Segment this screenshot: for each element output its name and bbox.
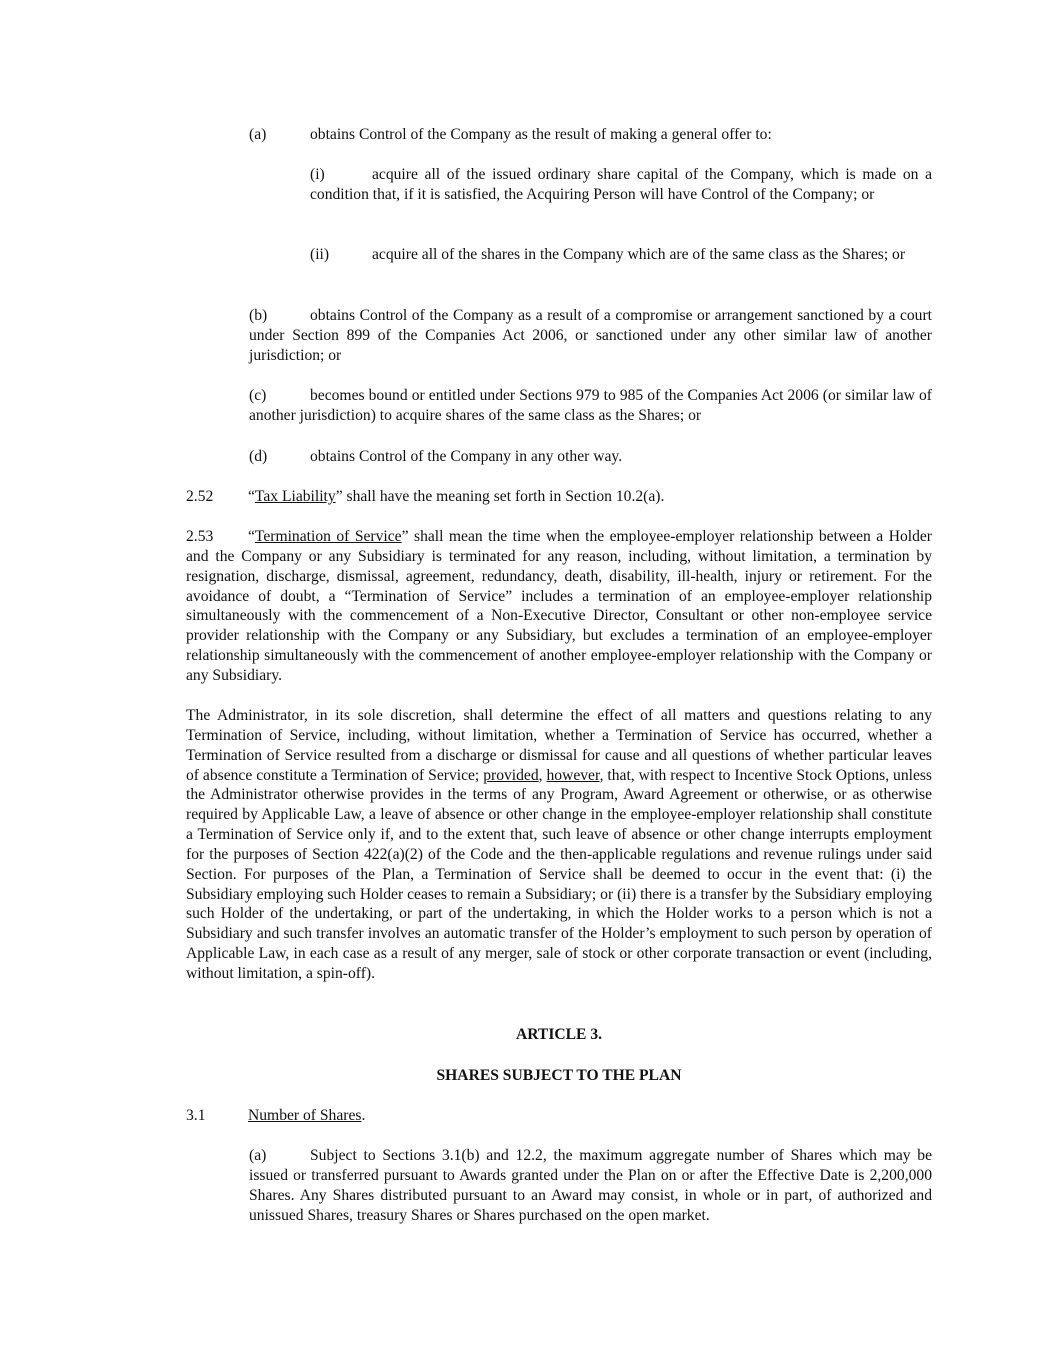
defined-term: Termination of Service bbox=[254, 528, 402, 545]
section-2-53 bbox=[186, 527, 932, 686]
clause-a bbox=[249, 125, 932, 145]
quote-mark: “ bbox=[248, 528, 255, 545]
definition-text: ” shall mean the time when the employee-employer relationship between a Holder and the Company or any Subsidiary is terminated for any reason, including, without limitation, a termination by resignation, discharge, dismissal, agreement, redundancy, death, disability, ill-health, injury or retirement. For the avoidance of doubt, a “Termination of Service” includes a termination of an employee-employer relationship simultaneously with the commencement of a Non-Executive Director, Consultant or other non-employee service provider relationship with the Company or any Subsidiary, but excludes a termination of an employee-employer relationship simultaneously with the commencement of another employee-employer relationship with the Company or any Subsidiary. bbox=[186, 528, 932, 684]
paragraph-text: , that, with respect to Incentive Stock Options, unless the Administrator otherwise provides in the terms of any Program, Award Agreement or otherwise, or as otherwise required by Applicable Law, a leave of absence or other change in the employee-employer relationship shall constitute a Termination of Service only if, and to the extent that, such leave of absence or other change interrupts employment for the purposes of Section 422(a)(2) of the Code and the then-applicable regulations and revenue rulings under said Section. For purposes of the Plan, a Termination of Service shall be deemed to occur in the event that: (i) the Subsidiary employing such Holder ceases to remain a Subsidiary; or (ii) there is a transfer by the Subsidiary employing such Holder of the undertaking, or part of the undertaking, in which the Holder works to a person which is not a Subsidiary and such transfer involves an automatic transfer of the Holder’s employment to such person by operation of Applicable Law, in each case as a result of any merger, sale of stock or other corporate transaction or event (including, without limitation, a spin-off). bbox=[186, 766, 933, 982]
clause-text: obtains Control of the Company as the result of making a general offer to: bbox=[310, 126, 772, 143]
clause-number: (i) bbox=[310, 166, 325, 183]
clause-text: Subject to Sections 3.1(b) and 12.2, the maximum aggregate number of Shares which may be issued or transferred pursuant to Awards granted under the Plan on or after the Effective Date is 2,200,000 Shares. Any Shares distributed pursuant to an Award may consist, in whole or in part, of authorized and unissued Shares, treasury Shares or Shares purchased on the open market. bbox=[249, 1147, 932, 1224]
definition-text: ” shall have the meaning set forth in Section 10.2(a). bbox=[335, 488, 665, 505]
clause-number: (c) bbox=[249, 387, 267, 404]
clause-number: (ii) bbox=[310, 246, 330, 263]
clause-number: (b) bbox=[249, 307, 268, 324]
article-heading: ARTICLE 3. bbox=[515, 1026, 603, 1043]
clause-text: obtains Control of the Company in any other way. bbox=[310, 448, 623, 465]
clause-d bbox=[249, 447, 932, 467]
clause-text: obtains Control of the Company as a result of a compromise or arrangement sanctioned by a court under Section 899 of the Companies Act 2006, or sanctioned under any other similar law of another jurisdiction; or bbox=[249, 307, 932, 364]
however-term: however bbox=[546, 766, 600, 784]
section-3-1 bbox=[186, 1106, 932, 1126]
clause-number: (a) bbox=[249, 126, 267, 143]
separator: , bbox=[538, 766, 547, 784]
section-number: 3.1 bbox=[186, 1107, 206, 1124]
clause-text: acquire all of the issued ordinary share capital of the Company, which is made on a condition that, if it is satisfied, the Acquiring Person will have Control of the Company; or bbox=[310, 166, 932, 203]
clause-number: (d) bbox=[249, 448, 268, 465]
clause-b bbox=[249, 306, 932, 366]
section-title: Number of Shares bbox=[248, 1107, 362, 1124]
section-3-1-a bbox=[249, 1146, 932, 1225]
punctuation: . bbox=[361, 1107, 366, 1124]
clause-c bbox=[249, 386, 932, 426]
section-number: 2.52 bbox=[186, 488, 214, 505]
quote-mark: “ bbox=[248, 488, 255, 505]
clause-text: acquire all of the shares in the Company which are of the same class as the Shares; or bbox=[372, 246, 906, 263]
paragraph-text: The Administrator, in its sole discretion, shall determine the effect of all matters and questions relating to any Termination of Service, including, without limitation, whether a Termination of Service has occurred, whether a Termination of Service resulted from a discharge or dismissal for cause and all questions of whether particular leaves of absence constitute a Termination of Service; bbox=[186, 707, 932, 784]
clause-a-i bbox=[310, 165, 932, 205]
clause-text: becomes bound or entitled under Sections 979 to 985 of the Companies Act 2006 (or similar law of another jurisdiction) to acquire shares of the same class as the Shares; or bbox=[249, 387, 932, 424]
article-title: SHARES SUBJECT TO THE PLAN bbox=[436, 1067, 682, 1084]
section-2-52 bbox=[186, 487, 932, 507]
clause-a-ii bbox=[310, 245, 932, 265]
section-number: 2.53 bbox=[186, 528, 214, 545]
provided-term: provided bbox=[483, 766, 539, 784]
defined-term: Tax Liability bbox=[254, 488, 336, 505]
clause-number: (a) bbox=[249, 1147, 267, 1164]
administrator-paragraph bbox=[186, 706, 932, 984]
